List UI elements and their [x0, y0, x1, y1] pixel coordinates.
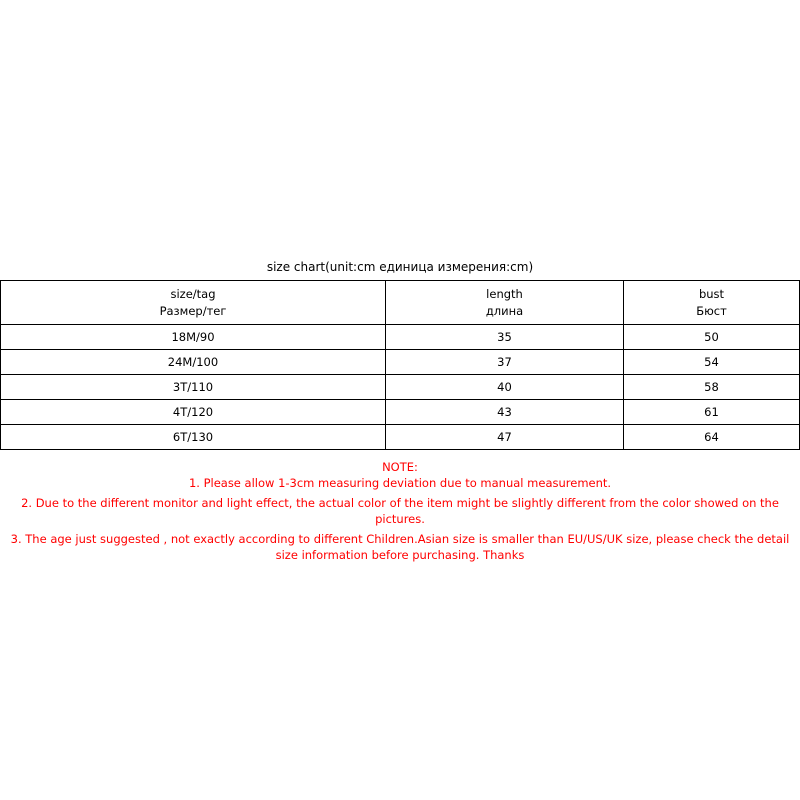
cell-length: 43 [386, 400, 624, 425]
table-row [1, 350, 800, 375]
table-header-row [1, 281, 800, 325]
table-row [1, 425, 800, 450]
header-bust [624, 281, 800, 325]
header-size-en: size/tag [170, 286, 216, 301]
cell-length: 47 [386, 425, 624, 450]
cell-length: 40 [386, 375, 624, 400]
cell-bust: 64 [624, 425, 800, 450]
cell-bust: 58 [624, 375, 800, 400]
cell-size: 18M/90 [1, 325, 386, 350]
header-length-ru: длина [485, 303, 524, 318]
notes-block [0, 459, 800, 567]
cell-size: 3T/110 [1, 375, 386, 400]
size-chart-title: size chart(unit:cm единица измерения:cm) [266, 260, 534, 274]
header-size-ru: Размер/тег [159, 303, 227, 318]
table-row [1, 375, 800, 400]
cell-length: 35 [386, 325, 624, 350]
note-item: 3. The age just suggested , not exactly according to different Children.Asian size is smaller than EU/US/UK size, please check the detail size information before purchasing. Thanks [10, 532, 790, 562]
header-bust-en: bust [698, 286, 725, 301]
cell-size: 4T/120 [1, 400, 386, 425]
header-length [386, 281, 624, 325]
header-length-en: length [486, 286, 523, 301]
note-item: 2. Due to the different monitor and light effect, the actual color of the item might be slightly different from the color showed on the pictures. [21, 496, 779, 526]
table-row [1, 325, 800, 350]
cell-size: 24M/100 [1, 350, 386, 375]
table-row [1, 400, 800, 425]
header-bust-ru: Бюст [696, 303, 727, 318]
size-table [0, 280, 800, 450]
header-size [1, 281, 386, 325]
cell-size: 6T/130 [1, 425, 386, 450]
note-heading: NOTE: [382, 460, 418, 474]
note-item: 1. Please allow 1-3cm measuring deviation due to manual measurement. [188, 476, 612, 490]
cell-bust: 54 [624, 350, 800, 375]
cell-length: 37 [386, 350, 624, 375]
cell-bust: 50 [624, 325, 800, 350]
cell-bust: 61 [624, 400, 800, 425]
